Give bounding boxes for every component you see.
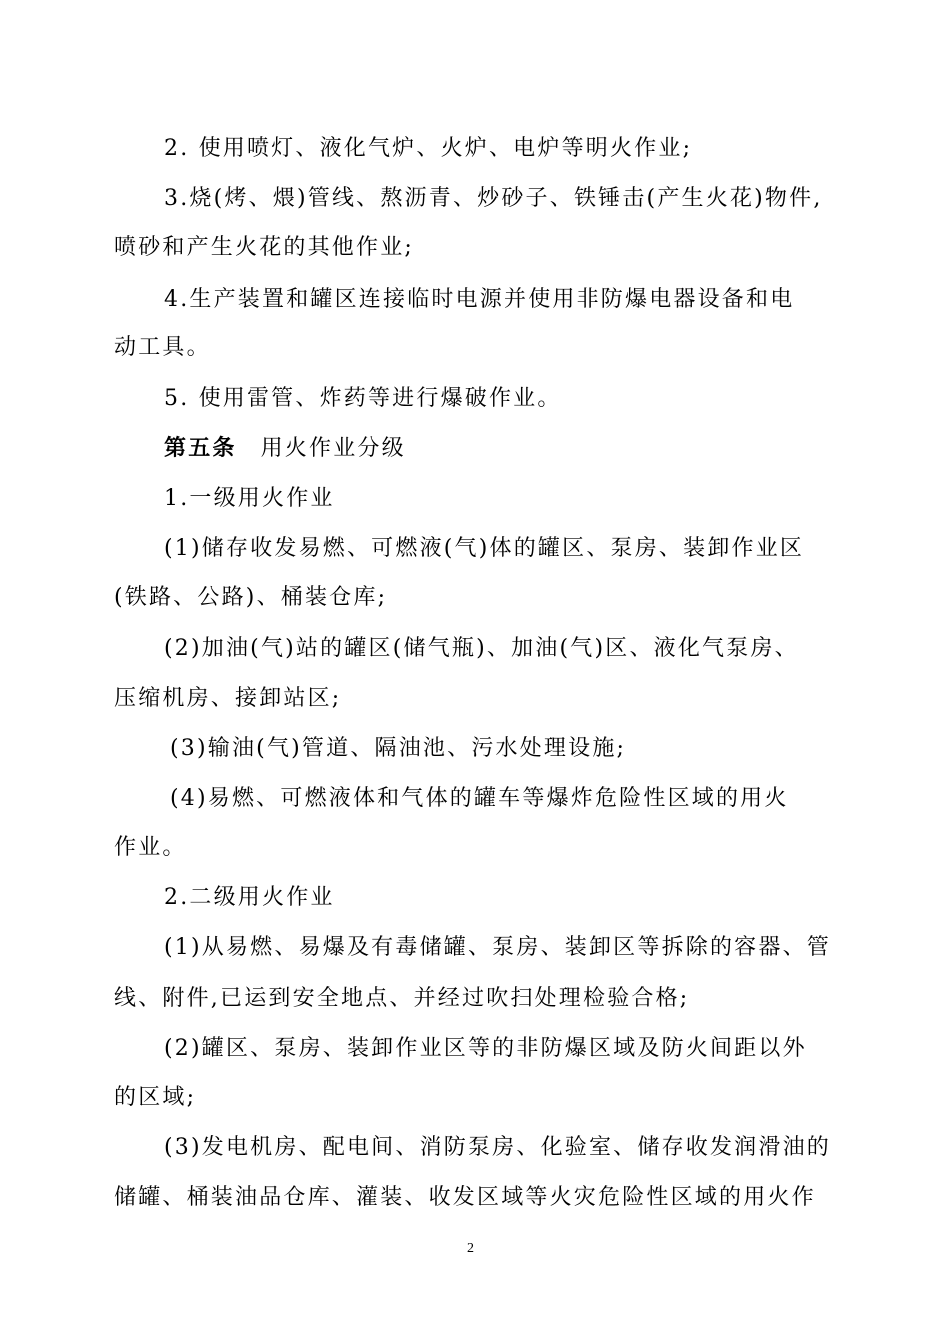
text-line: 5. 使用雷管、炸药等进行爆破作业。	[164, 386, 562, 411]
article-heading	[164, 433, 406, 464]
article-title: 用火作业分级	[260, 436, 406, 461]
article-label: 第五条	[164, 435, 237, 461]
text-line: 动工具。	[114, 335, 211, 360]
text-line: (3)输油(气)管道、隔油池、污水处理设施;	[170, 736, 627, 761]
text-line: 2.二级用火作业	[164, 885, 335, 910]
text-line: 喷砂和产生火花的其他作业;	[114, 235, 415, 260]
text-line: 的区域;	[114, 1085, 197, 1110]
text-line: 3.烧(烤、煨)管线、熬沥青、炒砂子、铁锤击(产生火花)物件,	[164, 186, 823, 211]
text-line: 1.一级用火作业	[164, 486, 335, 511]
text-line: (2)罐区、泵房、装卸作业区等的非防爆区域及防火间距以外	[164, 1036, 807, 1061]
text-line: 2. 使用喷灯、液化气炉、火炉、电炉等明火作业;	[164, 136, 693, 161]
text-line: (4)易燃、可燃液体和气体的罐车等爆炸危险性区域的用火	[170, 786, 789, 811]
text-line: (2)加油(气)站的罐区(储气瓶)、加油(气)区、液化气泵房、	[164, 636, 799, 661]
page-number: 2	[467, 1241, 474, 1256]
text-line: 储罐、桶装油品仓库、灌装、收发区域等火灾危险性区域的用火作	[114, 1185, 816, 1210]
text-line: 4.生产装置和罐区连接临时电源并使用非防爆电器设备和电	[164, 287, 795, 312]
text-line: 作业。	[114, 835, 187, 860]
text-line: (1)从易燃、易爆及有毒储罐、泵房、装卸区等拆除的容器、管	[164, 935, 831, 960]
text-line: 压缩机房、接卸站区;	[114, 686, 342, 711]
text-line: (3)发电机房、配电间、消防泵房、化验室、储存收发润滑油的	[164, 1135, 831, 1160]
text-line: (1)储存收发易燃、可燃液(气)体的罐区、泵房、装卸作业区	[164, 536, 805, 561]
text-line: 线、附件,已运到安全地点、并经过吹扫处理检验合格;	[114, 986, 690, 1011]
text-line: (铁路、公路)、桶装仓库;	[114, 585, 388, 610]
